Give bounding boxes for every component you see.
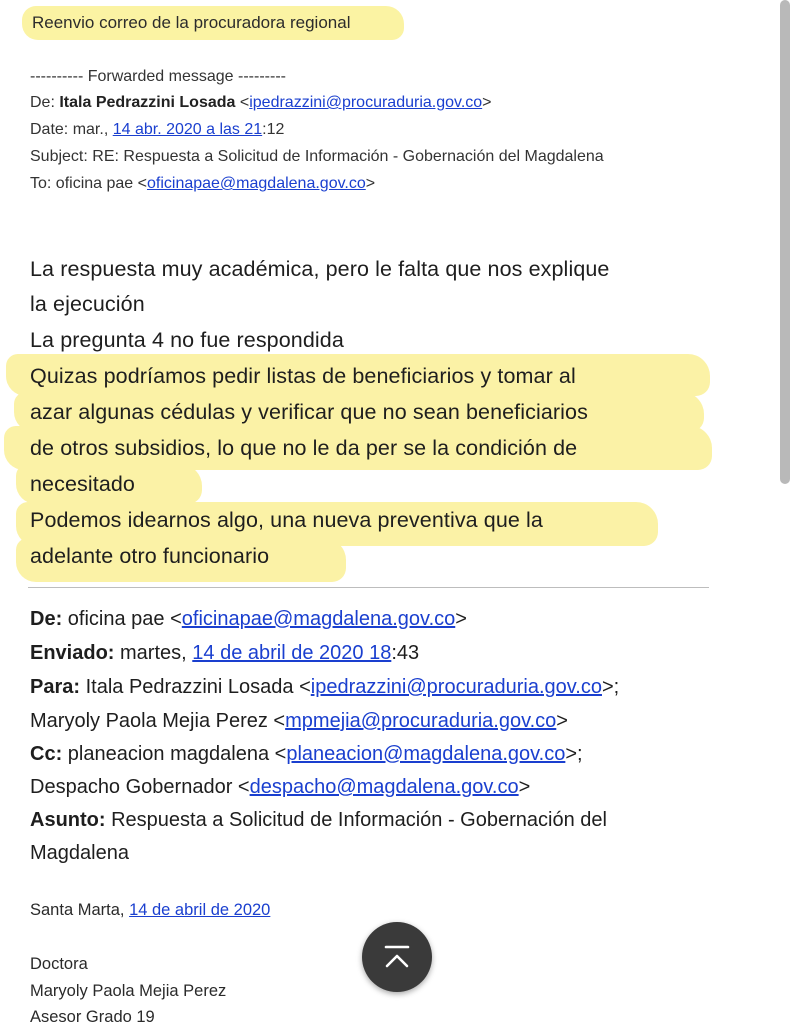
original-cc1-email-link[interactable]: planeacion@magdalena.gov.co (286, 743, 566, 765)
original-sent-suffix: :43 (391, 642, 420, 664)
chevron-up-icon (380, 942, 414, 972)
forward-from-name: Itala Pedrazzini Losada (59, 94, 236, 111)
body-line-7: necesitado (30, 472, 135, 496)
forward-date-link[interactable]: 14 abr. 2020 a las 21 (112, 121, 263, 138)
scroll-to-top-button[interactable] (362, 922, 432, 992)
forward-from-label: De: (30, 94, 55, 111)
letter-date-link[interactable]: 14 de abril de 2020 (129, 901, 271, 919)
original-subject-line1: Respuesta a Solicitud de Información - Gobernación del (111, 809, 607, 831)
forward-subject-row (30, 148, 604, 166)
original-to2-row: Maryoly Paola Mejia Perez <mpmejia@procuraduria.gov.co> (30, 710, 568, 732)
original-sent-row (30, 642, 419, 665)
original-to2-email-link[interactable]: mpmejia@procuraduria.gov.co (285, 710, 557, 732)
forward-to-name: oficina pae (55, 175, 134, 192)
body-line-4: Quizas podríamos pedir listas de beneficiarios y tomar al (30, 364, 576, 388)
forward-to-row: To: oficina pae <oficinapae@magdalena.gov.co> (30, 175, 376, 192)
scrollbar-thumb[interactable] (780, 0, 790, 484)
note-title: Reenvio correo de la procuradora regional (32, 13, 351, 32)
original-sent-prefix: martes, (120, 642, 187, 664)
forward-subject-label: Subject: (30, 148, 88, 165)
original-from-email-link[interactable]: oficinapae@magdalena.gov.co (181, 608, 456, 630)
body-line-1: La respuesta muy académica, pero le falta que nos explique (30, 257, 610, 281)
letter-recipient: Maryoly Paola Mejia Perez (30, 982, 227, 1000)
letter-place-row (30, 901, 270, 920)
original-cc2-row: Despacho Gobernador <despacho@magdalena.gov.co> (30, 776, 531, 798)
original-sent-label: Enviado: (30, 642, 115, 664)
original-subject-label: Asunto: (30, 809, 106, 831)
body-line-6: de otros subsidios, lo que no le da per se la condición de (30, 436, 578, 460)
original-cc-row: Cc: planeacion magdalena <planeacion@magdalena.gov.co>; (30, 743, 583, 765)
forward-date-prefix: mar., (72, 121, 109, 138)
original-to1-email-link[interactable]: ipedrazzini@procuraduria.gov.co (310, 676, 602, 698)
original-cc2-email-link[interactable]: despacho@magdalena.gov.co (249, 776, 519, 798)
body-line-3: La pregunta 4 no fue respondida (30, 328, 344, 352)
original-subject-line2: Magdalena (30, 842, 129, 864)
original-subject-row (30, 809, 607, 832)
forward-date-row (30, 121, 284, 139)
body-line-2: la ejecución (30, 292, 145, 316)
letter-role: Asesor Grado 19 (30, 1008, 155, 1026)
original-to2-name: Maryoly Paola Mejia Perez (30, 710, 268, 732)
letter-salutation: Doctora (30, 955, 88, 973)
forward-subject: RE: Respuesta a Solicitud de Información - Gobernación del Magdalena (92, 148, 604, 165)
original-to-row: Para: Itala Pedrazzini Losada <ipedrazzini@procuraduria.gov.co>; (30, 676, 620, 698)
letter-place: Santa Marta, (30, 901, 125, 919)
original-from-name: oficina pae (67, 608, 165, 630)
forward-to-email-link[interactable]: oficinapae@magdalena.gov.co (146, 175, 366, 192)
original-to1-name: Itala Pedrazzini Losada (85, 676, 294, 698)
body-line-9: adelante otro funcionario (30, 544, 270, 568)
original-from-label: De: (30, 608, 63, 630)
forward-date-label: Date: (30, 121, 69, 138)
forward-from-email-link[interactable]: ipedrazzini@procuraduria.gov.co (249, 94, 483, 111)
forward-to-label: To: (30, 175, 52, 192)
forwarded-divider: ---------- Forwarded message --------- (30, 68, 286, 85)
original-cc1-name: planeacion magdalena (67, 743, 270, 765)
original-cc2-name: Despacho Gobernador (30, 776, 233, 798)
original-sent-link[interactable]: 14 de abril de 2020 18 (192, 642, 392, 664)
quote-divider (28, 587, 709, 588)
forward-from-row: De: Itala Pedrazzini Losada <ipedrazzini@procuraduria.gov.co> (30, 94, 492, 111)
original-from-row: De: oficina pae <oficinapae@magdalena.gov.co> (30, 608, 467, 630)
forward-date-suffix: :12 (262, 121, 285, 138)
body-line-5: azar algunas cédulas y verificar que no sean beneficiarios (30, 400, 588, 424)
original-to-label: Para: (30, 676, 81, 698)
body-line-8: Podemos idearnos algo, una nueva preventiva que la (30, 508, 543, 532)
original-cc-label: Cc: (30, 743, 63, 765)
